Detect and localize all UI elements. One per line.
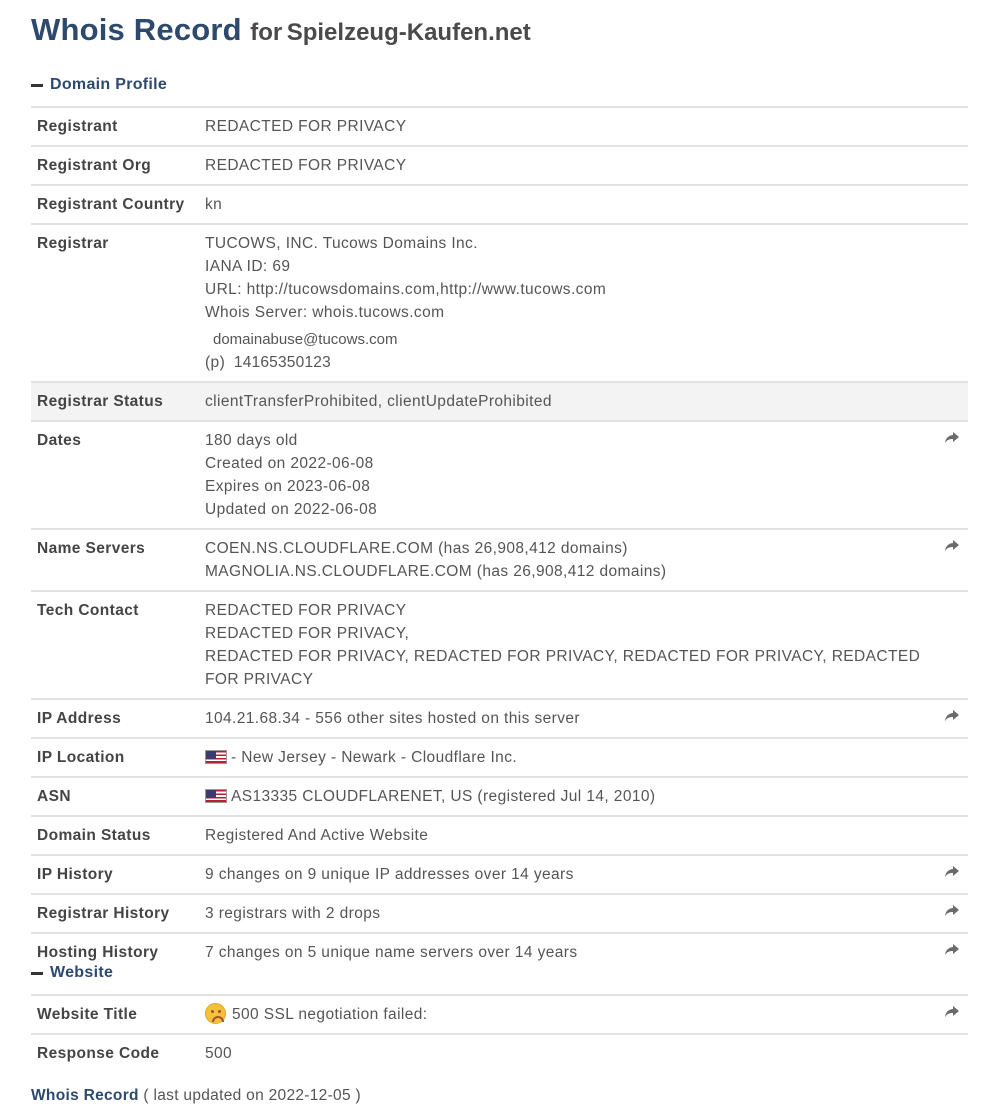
row-value: 104.21.68.34 - 556 other sites hosted on this server (205, 710, 580, 727)
row-label: ASN (37, 788, 71, 805)
row-label: IP Address (37, 710, 122, 727)
row-label: Registrar Status (31, 382, 199, 421)
asn-value (199, 777, 938, 816)
row-label: Domain Status (37, 827, 151, 844)
share-arrow-icon[interactable] (944, 539, 960, 553)
row-label: Name Servers (37, 540, 146, 557)
row-value: 500 (205, 1045, 233, 1062)
page-title-for: for (250, 19, 283, 46)
tech-contact-line-3: REDACTED FOR PRIVACY, REDACTED FOR PRIVACY, REDACTED FOR PRIVACY, REDACTED FOR PRIVACY (205, 648, 921, 688)
expires-date: Expires on 2023-06-08 (205, 478, 371, 495)
row-label: Hosting History (37, 944, 159, 961)
row-label: Registrant Org (37, 157, 152, 174)
table-row (31, 699, 968, 738)
table-row (31, 421, 968, 529)
registrar-details (199, 224, 938, 382)
created-date: Created on 2022-06-08 (205, 455, 374, 472)
row-label: Registrant Country (37, 196, 185, 213)
row-value: Registered And Active Website (205, 827, 429, 844)
registrar-email: domainabuse@tucows.com (213, 331, 398, 348)
table-row (31, 1034, 968, 1072)
ip-location-value (199, 738, 938, 777)
domain-profile-table (31, 106, 968, 971)
website-table (31, 994, 968, 1072)
section-label: Domain Profile (50, 76, 168, 93)
table-row (31, 777, 968, 816)
website-title-value (199, 995, 938, 1034)
footer (31, 1087, 361, 1105)
row-value: 7 changes on 5 unique name servers over 14 years (205, 944, 578, 961)
name-server-2: MAGNOLIA.NS.CLOUDFLARE.COM (has 26,908,412 domains) (205, 563, 667, 580)
updated-date: Updated on 2022-06-08 (205, 501, 378, 518)
section-toggle-website[interactable] (31, 964, 113, 982)
table-row (31, 995, 968, 1034)
name-servers-values (199, 529, 938, 591)
sad-face-icon (205, 1003, 226, 1024)
row-value: REDACTED FOR PRIVACY (205, 118, 407, 135)
row-value: REDACTED FOR PRIVACY (205, 157, 407, 174)
table-row (31, 855, 968, 894)
share-arrow-icon[interactable] (944, 709, 960, 723)
domain-age: 180 days old (205, 432, 298, 449)
share-arrow-icon[interactable] (944, 865, 960, 879)
row-label: Registrar (37, 235, 109, 252)
row-label: IP History (37, 866, 114, 883)
dates-values (199, 421, 938, 529)
row-value: kn (205, 196, 223, 213)
table-row (31, 107, 968, 146)
table-row (31, 933, 968, 971)
share-arrow-icon[interactable] (944, 904, 960, 918)
registrar-phone (205, 351, 938, 374)
row-label: Tech Contact (37, 602, 139, 619)
table-row (31, 224, 968, 382)
page-title-main: Whois Record (31, 12, 242, 47)
ip-location-text: - New Jersey - Newark - Cloudflare Inc. (231, 749, 518, 766)
row-label: Registrar History (37, 905, 170, 922)
page-title (31, 12, 531, 48)
registrar-url: URL: http://tucowsdomains.com,http://www.tucows.com (205, 281, 607, 298)
registrar-iana: IANA ID: 69 (205, 258, 291, 275)
page-title-domain: Spielzeug-Kaufen.net (286, 19, 531, 46)
registrar-whois-server: Whois Server: whois.tucows.com (205, 304, 445, 321)
table-row (31, 146, 968, 185)
row-value: 9 changes on 9 unique IP addresses over 14 years (205, 866, 574, 883)
share-arrow-icon[interactable] (944, 431, 960, 445)
us-flag-icon (205, 789, 227, 803)
asn-text: AS13335 CLOUDFLARENET, US (registered Jul 14, 2010) (231, 788, 656, 805)
table-row (31, 185, 968, 224)
tech-contact-line-2: REDACTED FOR PRIVACY, (205, 625, 410, 642)
table-row (31, 529, 968, 591)
whois-record-link[interactable]: Whois Record (31, 1087, 139, 1104)
phone-prefix: (p) (205, 354, 226, 371)
row-label: IP Location (37, 749, 125, 766)
row-value: clientTransferProhibited, clientUpdateProhibited (199, 382, 938, 421)
phone-number: 14165350123 (233, 354, 331, 371)
share-arrow-icon[interactable] (944, 1005, 960, 1019)
row-label: Response Code (37, 1045, 160, 1062)
row-label: Registrant (37, 118, 118, 135)
table-row (31, 591, 968, 699)
website-title-text: 500 SSL negotiation failed: (232, 1006, 428, 1023)
name-server-1: COEN.NS.CLOUDFLARE.COM (has 26,908,412 domains) (205, 540, 628, 557)
share-arrow-icon[interactable] (944, 943, 960, 957)
tech-contact-line-1: REDACTED FOR PRIVACY (205, 602, 407, 619)
row-value: 3 registrars with 2 drops (205, 905, 381, 922)
collapse-icon (31, 84, 43, 87)
section-label: Website (50, 964, 114, 981)
collapse-icon (31, 972, 43, 975)
section-toggle-domain-profile[interactable] (31, 76, 167, 94)
table-row (31, 894, 968, 933)
row-label: Website Title (37, 1006, 138, 1023)
registrar-name: TUCOWS, INC. Tucows Domains Inc. (205, 235, 478, 252)
us-flag-icon (205, 750, 227, 764)
table-row (31, 738, 968, 777)
table-row (31, 382, 968, 421)
tech-contact-values (199, 591, 968, 699)
row-label: Dates (37, 432, 82, 449)
last-updated-note: ( last updated on 2022-12-05 ) (143, 1087, 361, 1104)
table-row (31, 816, 968, 855)
